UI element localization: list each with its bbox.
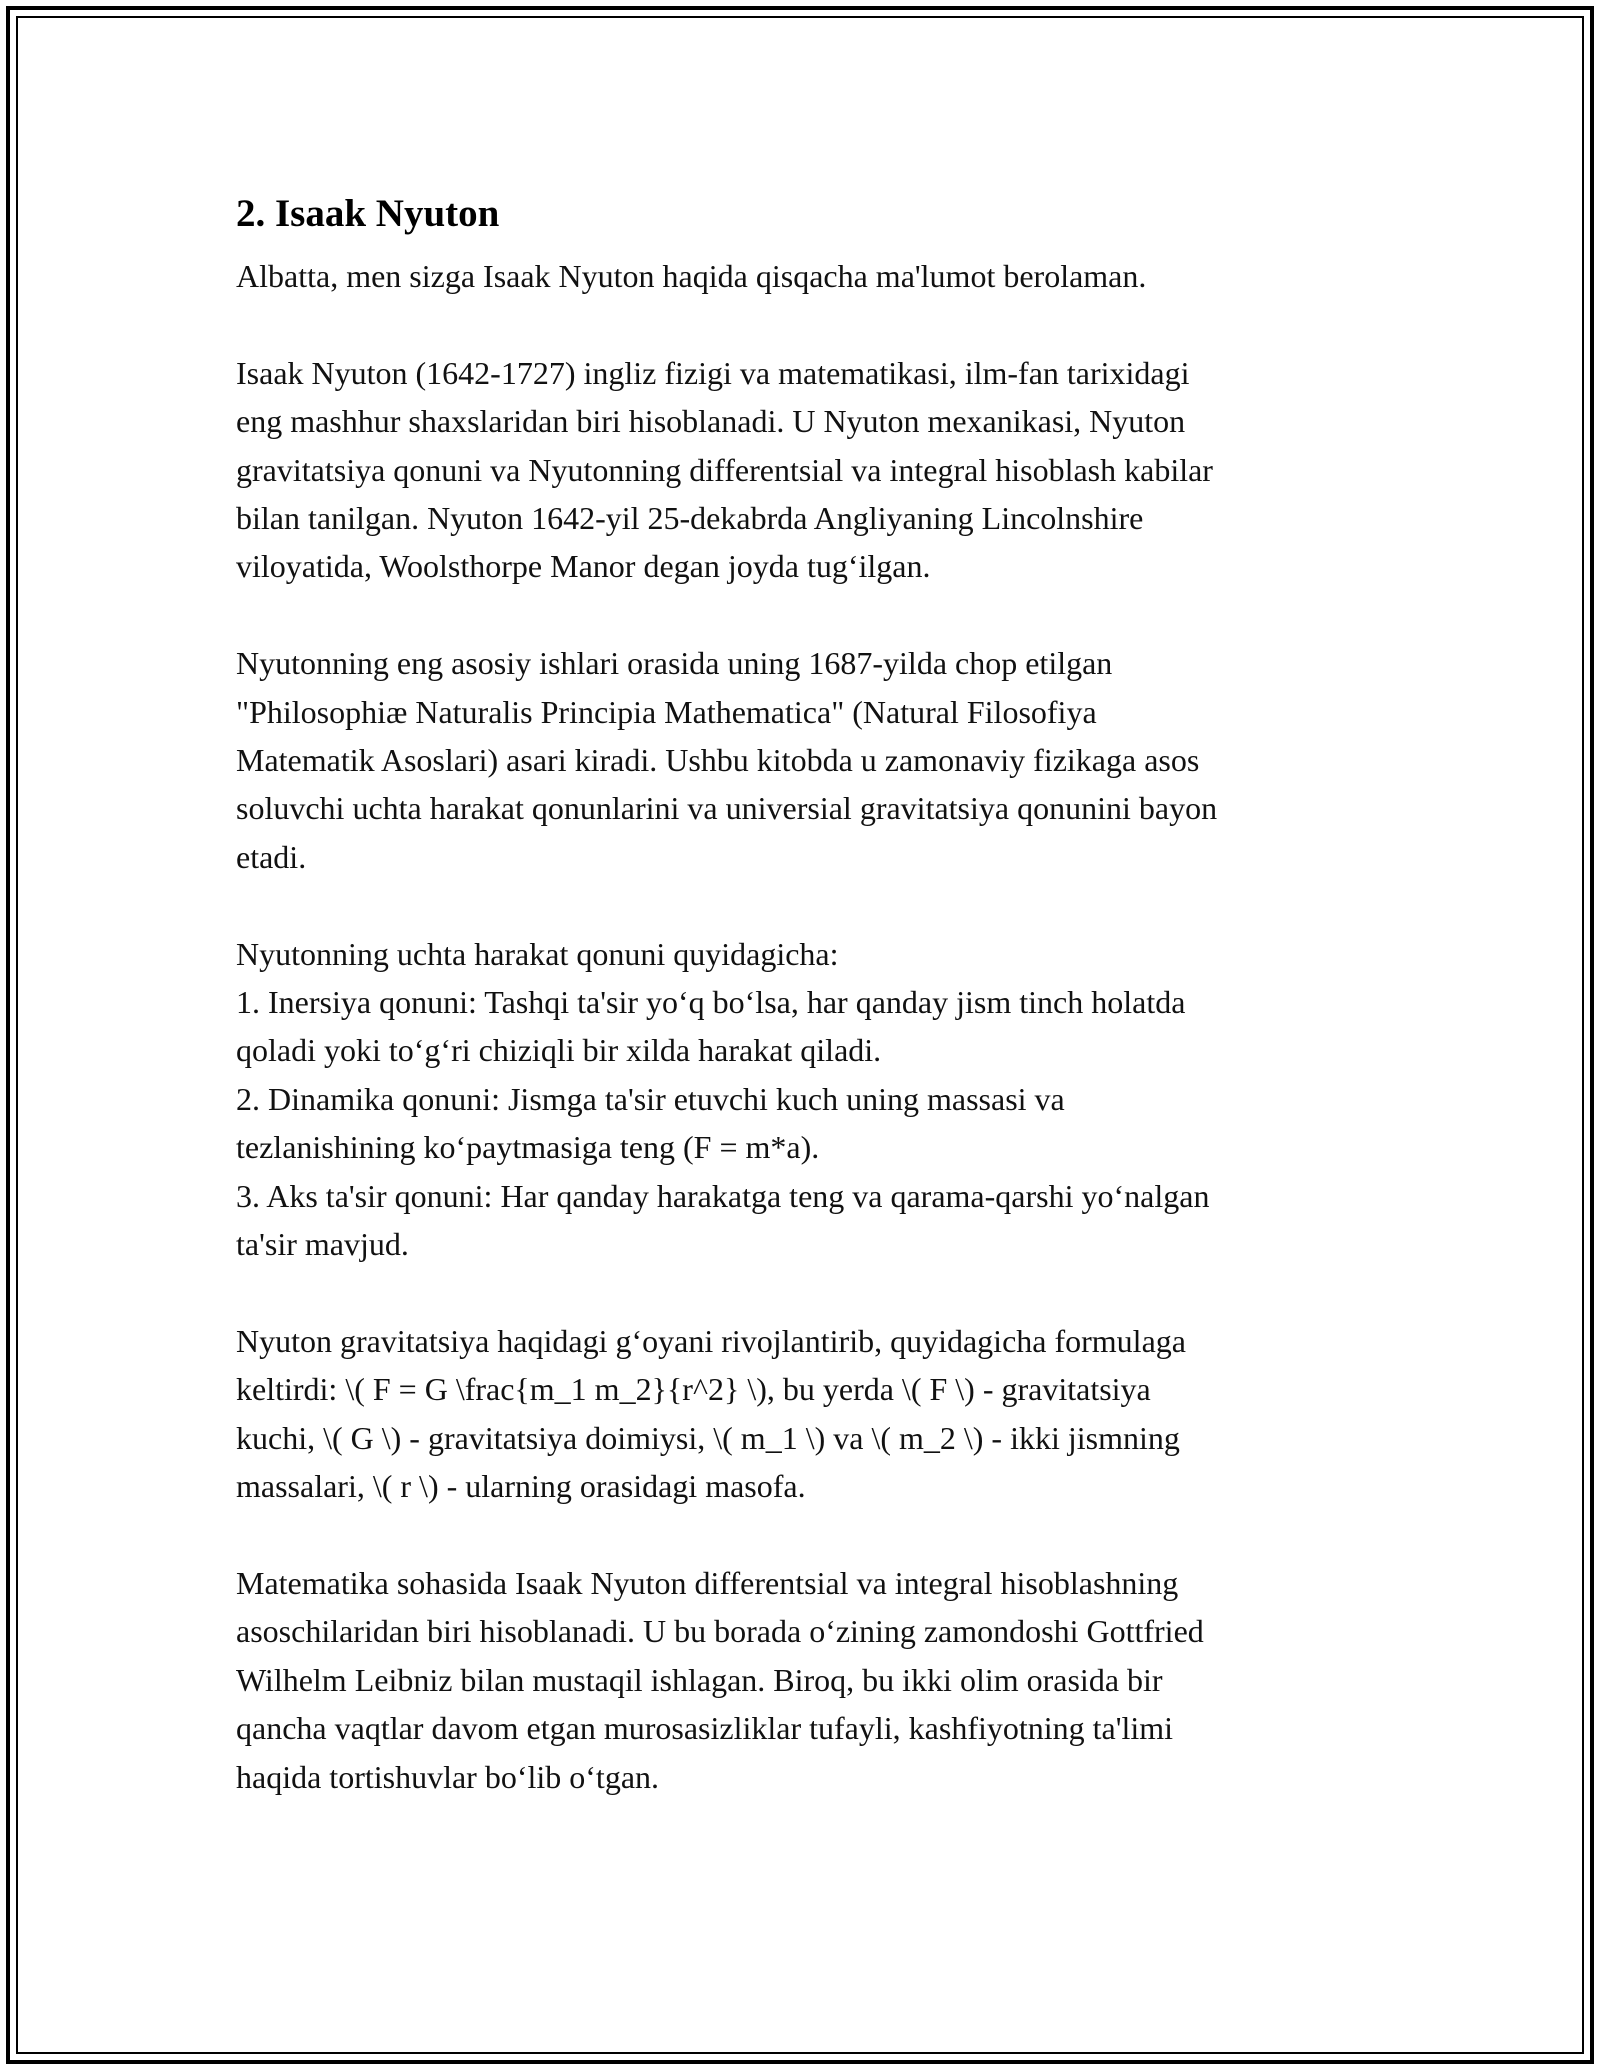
biography-paragraph <box>236 349 1376 591</box>
intro-paragraph <box>236 252 1376 300</box>
gravitation-paragraph <box>236 1317 1376 1511</box>
text-line: Albatta, men sizga Isaak Nyuton haqida qisqacha ma'lumot berolaman. <box>236 258 1147 294</box>
text-line: qancha vaqtlar davom etgan murosasizliklar tufayli, kashfiyotning ta'limi <box>236 1710 1174 1747</box>
text-line: gravitatsiya qonuni va Nyutonning differentsial va integral hisoblash kabilar <box>236 451 1213 488</box>
text-line: Nyutonning uchta harakat qonuni quyidagicha: <box>236 935 839 972</box>
text-line: Isaak Nyuton (1642-1727) ingliz fizigi va matematikasi, ilm-fan tarixidagi <box>236 354 1190 391</box>
text-line: viloyatida, Woolsthorpe Manor degan joyda tug‘ilgan. <box>236 548 931 585</box>
section-heading: 2. Isaak Nyuton <box>236 192 500 235</box>
text-line: bilan tanilgan. Nyuton 1642-yil 25-dekabrda Angliyaning Lincolnshire <box>236 500 1144 537</box>
text-line: Matematik Asoslari) asari kiradi. Ushbu kitobda u zamonaviy fizikaga asos <box>236 742 1200 779</box>
text-line: qoladi yoki to‘g‘ri chiziqli bir xilda harakat qiladi. <box>236 1032 882 1069</box>
text-line: eng mashhur shaxslaridan biri hisoblanadi. U Nyuton mexanikasi, Nyuton <box>236 403 1186 440</box>
text-line: keltirdi: \( F = G \frac{m_1 m_2}{r^2} \), bu yerda \( F \) - gravitatsiya <box>236 1371 1151 1408</box>
text-line: kuchi, \( G \) - gravitatsiya doimiysi, \( m_1 \) va \( m_2 \) - ikki jismning <box>236 1419 1180 1456</box>
text-line: Matematika sohasida Isaak Nyuton differentsial va integral hisoblashning <box>236 1564 1179 1601</box>
laws-of-motion-paragraph <box>236 930 1376 1269</box>
text-line: ta'sir mavjud. <box>236 1226 409 1263</box>
text-line: 1. Inersiya qonuni: Tashqi ta'sir yo‘q bo‘lsa, har qanday jism tinch holatda <box>236 984 1186 1021</box>
text-line: "Philosophiæ Naturalis Principia Mathematica" (Natural Filosofiya <box>236 693 1097 730</box>
text-line: 3. Aks ta'sir qonuni: Har qanday harakatga teng va qarama-qarshi yo‘nalgan <box>236 1177 1210 1214</box>
calculus-paragraph <box>236 1559 1376 1801</box>
text-line: Wilhelm Leibniz bilan mustaqil ishlagan. Biroq, bu ikki olim orasida bir <box>236 1661 1163 1698</box>
text-line: Nyutonning eng asosiy ishlari orasida uning 1687-yilda chop etilgan <box>236 645 1113 682</box>
text-line: asoschilaridan biri hisoblanadi. U bu borada o‘zining zamondoshi Gottfried <box>236 1613 1204 1650</box>
text-line: tezlanishining ko‘paytmasiga teng (F = m*a). <box>236 1129 820 1166</box>
document-body <box>236 184 1376 1801</box>
principia-paragraph <box>236 639 1376 881</box>
text-line: soluvchi uchta harakat qonunlarini va universial gravitatsiya qonunini bayon <box>236 790 1218 827</box>
text-line: etadi. <box>236 838 307 875</box>
text-line: 2. Dinamika qonuni: Jismga ta'sir etuvchi kuch uning massasi va <box>236 1080 1065 1117</box>
text-line: massalari, \( r \) - ularning orasidagi masofa. <box>236 1468 806 1505</box>
text-line: haqida tortishuvlar bo‘lib o‘tgan. <box>236 1758 660 1795</box>
text-line: Nyuton gravitatsiya haqidagi g‘oyani rivojlantirib, quyidagicha formulaga <box>236 1322 1186 1359</box>
